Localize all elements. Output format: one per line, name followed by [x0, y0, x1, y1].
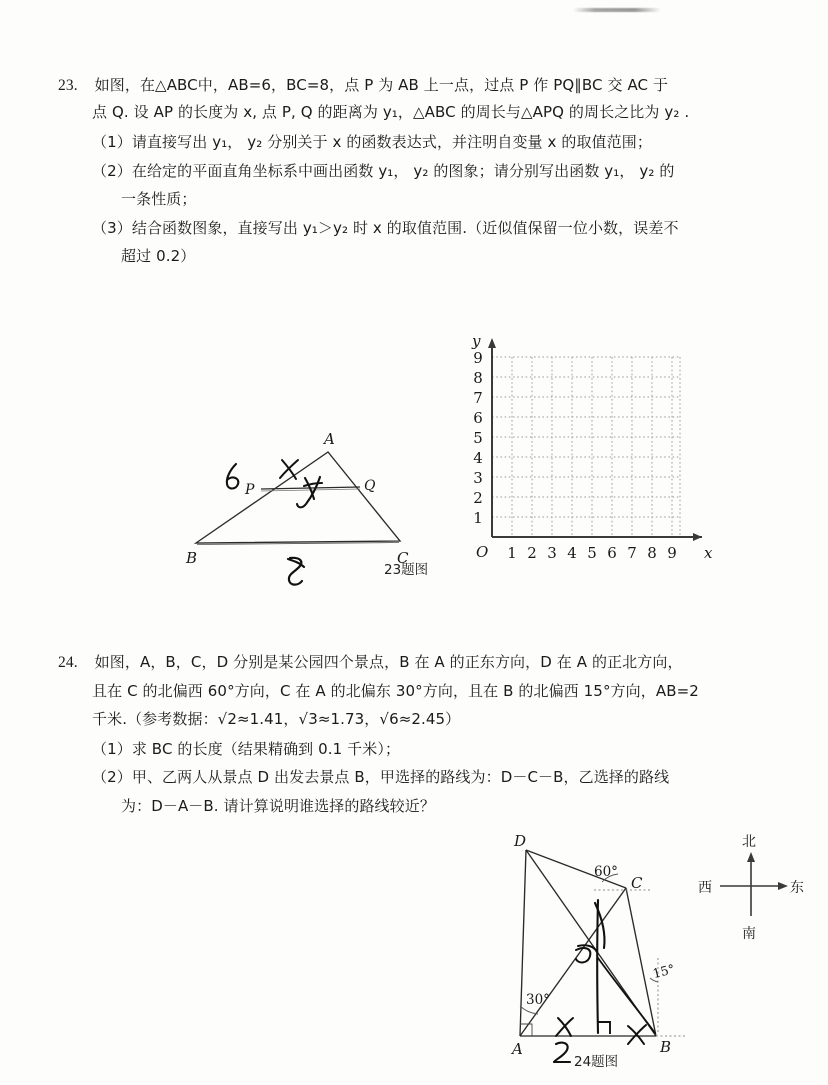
- problem-23: [58, 78, 689, 265]
- svg-text:9: 9: [473, 349, 483, 367]
- figure-24-angle-15: 15°: [651, 960, 677, 981]
- compass-label-east: 东: [790, 880, 804, 896]
- svg-text:7: 7: [627, 544, 637, 562]
- figure-23-label-A: A: [324, 430, 335, 448]
- figure-23-label-B: B: [186, 549, 198, 567]
- problem-24: [58, 655, 699, 814]
- problem-23-line-1: 如图，在△ABC中，AB=6，BC=8，点 P 为 AB 上一点，过点 P 作 PQ∥BC 交 AC 于: [94, 76, 669, 94]
- problem-24-subpart-1: （1）求 BC 的长度（结果精确到 0.1 千米）；: [92, 739, 401, 758]
- svg-text:1: 1: [507, 544, 517, 562]
- svg-text:4: 4: [567, 544, 577, 562]
- compass-label-north: 北: [742, 834, 756, 850]
- problem-23-line-2: 点 Q. 设 AP 的长度为 x, 点 P, Q 的距离为 y₁，△ABC 的周长与△APQ 的周长之比为 y₂ .: [92, 102, 690, 121]
- figure-23-triangle: [178, 420, 478, 595]
- problem-24-number-and-line-1: [58, 655, 699, 671]
- axes: [492, 340, 702, 537]
- svg-text:3: 3: [547, 544, 557, 562]
- svg-text:8: 8: [473, 369, 483, 387]
- x-axis-label: x: [704, 544, 713, 562]
- figure-24-handwritten-right-angle: [598, 1022, 610, 1034]
- svg-text:5: 5: [587, 544, 597, 562]
- problem-24-line-3: 千米.（参考数据：√2≈1.41，√3≈1.73，√6≈2.45）: [92, 710, 461, 728]
- y-tick-labels: [473, 349, 483, 527]
- problem-24-line-2: 且在 C 的北偏西 60°方向，C 在 A 的北偏东 30°方向，且在 B 的北偏西 15°方向，AB=2: [92, 681, 699, 700]
- problem-23-number: 23.: [58, 77, 78, 94]
- svg-text:3: 3: [473, 469, 483, 487]
- figure-23-handwritten-6: [227, 464, 238, 489]
- figure-24-caption: 24题图: [574, 1054, 619, 1070]
- compass-east-arrow: [778, 882, 788, 890]
- svg-text:5: 5: [473, 429, 483, 447]
- figure-24-label-C: C: [631, 874, 643, 892]
- figure-24-handwritten-x-left: [556, 1018, 573, 1036]
- compass-rose: [720, 856, 784, 916]
- problem-24-subpart-2-cont: 为：D－A－B. 请计算说明谁选择的路线较近？: [121, 796, 435, 815]
- y-axis-arrow: [488, 338, 496, 348]
- figure-24-map: [498, 828, 818, 1078]
- figure-23-handwritten-y: [297, 477, 322, 507]
- problem-23-subpart-3: （3）结合函数图象，直接写出 y₁＞y₂ 时 x 的取值范围.（近似值保留一位小数，误差不: [92, 218, 679, 237]
- problem-23-subpart-2: （2）在给定的平面直角坐标系中画出函数 y₁， y₂ 的图象；请分别写出函数 y₁， y₂ 的: [92, 161, 675, 180]
- figure-23-label-Q: Q: [364, 478, 376, 494]
- figure-23-label-P: P: [245, 482, 255, 498]
- figure-24-label-D: D: [514, 832, 527, 850]
- figure-24-handwritten-2: [554, 1043, 570, 1062]
- svg-text:2: 2: [473, 489, 483, 507]
- figure-23-caption: 23题图: [384, 562, 429, 578]
- origin-label: O: [476, 543, 489, 561]
- svg-text:8: 8: [647, 544, 657, 562]
- figure-24-label-B: B: [660, 1038, 672, 1056]
- problem-24-line-1: 如图，A，B，C，D 分别是某公园四个景点，B 在 A 的正东方向，D 在 A 的正北方向，: [94, 653, 683, 671]
- figure-23-handwritten-8: [288, 558, 304, 585]
- problem-24-number: 24.: [58, 654, 78, 671]
- compass-north-arrow: [747, 852, 755, 862]
- svg-text:2: 2: [527, 544, 537, 562]
- figure-23-label-C: C: [397, 549, 409, 567]
- figure-24-handwritten-x-right: [628, 1025, 646, 1044]
- grid-lines: [492, 357, 680, 537]
- coordinate-grid-figure: [452, 322, 722, 567]
- svg-text:6: 6: [473, 409, 483, 427]
- svg-text:7: 7: [473, 389, 483, 407]
- problem-23-subpart-3-cont: 超过 0.2）: [121, 247, 196, 265]
- x-tick-labels: [507, 544, 677, 562]
- figure-23-handwritten-x: [280, 460, 298, 479]
- figure-24-label-A: A: [512, 1040, 523, 1058]
- problem-23-number-and-line-1: [58, 78, 689, 94]
- problem-24-subpart-2: （2）甲、乙两人从景点 D 出发去景点 B，甲选择的路线为：D－C－B，乙选择的路线: [92, 768, 670, 786]
- scan-artifact: [573, 8, 661, 12]
- compass-label-south: 南: [742, 926, 756, 942]
- x-axis-arrow: [693, 533, 702, 541]
- y-axis-label: y: [472, 332, 481, 350]
- svg-text:1: 1: [473, 509, 483, 527]
- problem-23-subpart-1: （1）请直接写出 y₁， y₂ 分别关于 x 的函数表达式，并注明自变量 x 的取值范围；: [92, 133, 652, 151]
- svg-text:9: 9: [667, 544, 677, 562]
- figure-24-angle-60: 60°: [594, 864, 618, 880]
- figure-24-angle-30: 30°: [526, 992, 550, 1008]
- problem-23-subpart-2-cont: 一条性质；: [121, 190, 197, 208]
- compass-label-west: 西: [698, 880, 712, 896]
- svg-text:4: 4: [473, 449, 483, 467]
- svg-text:6: 6: [607, 544, 617, 562]
